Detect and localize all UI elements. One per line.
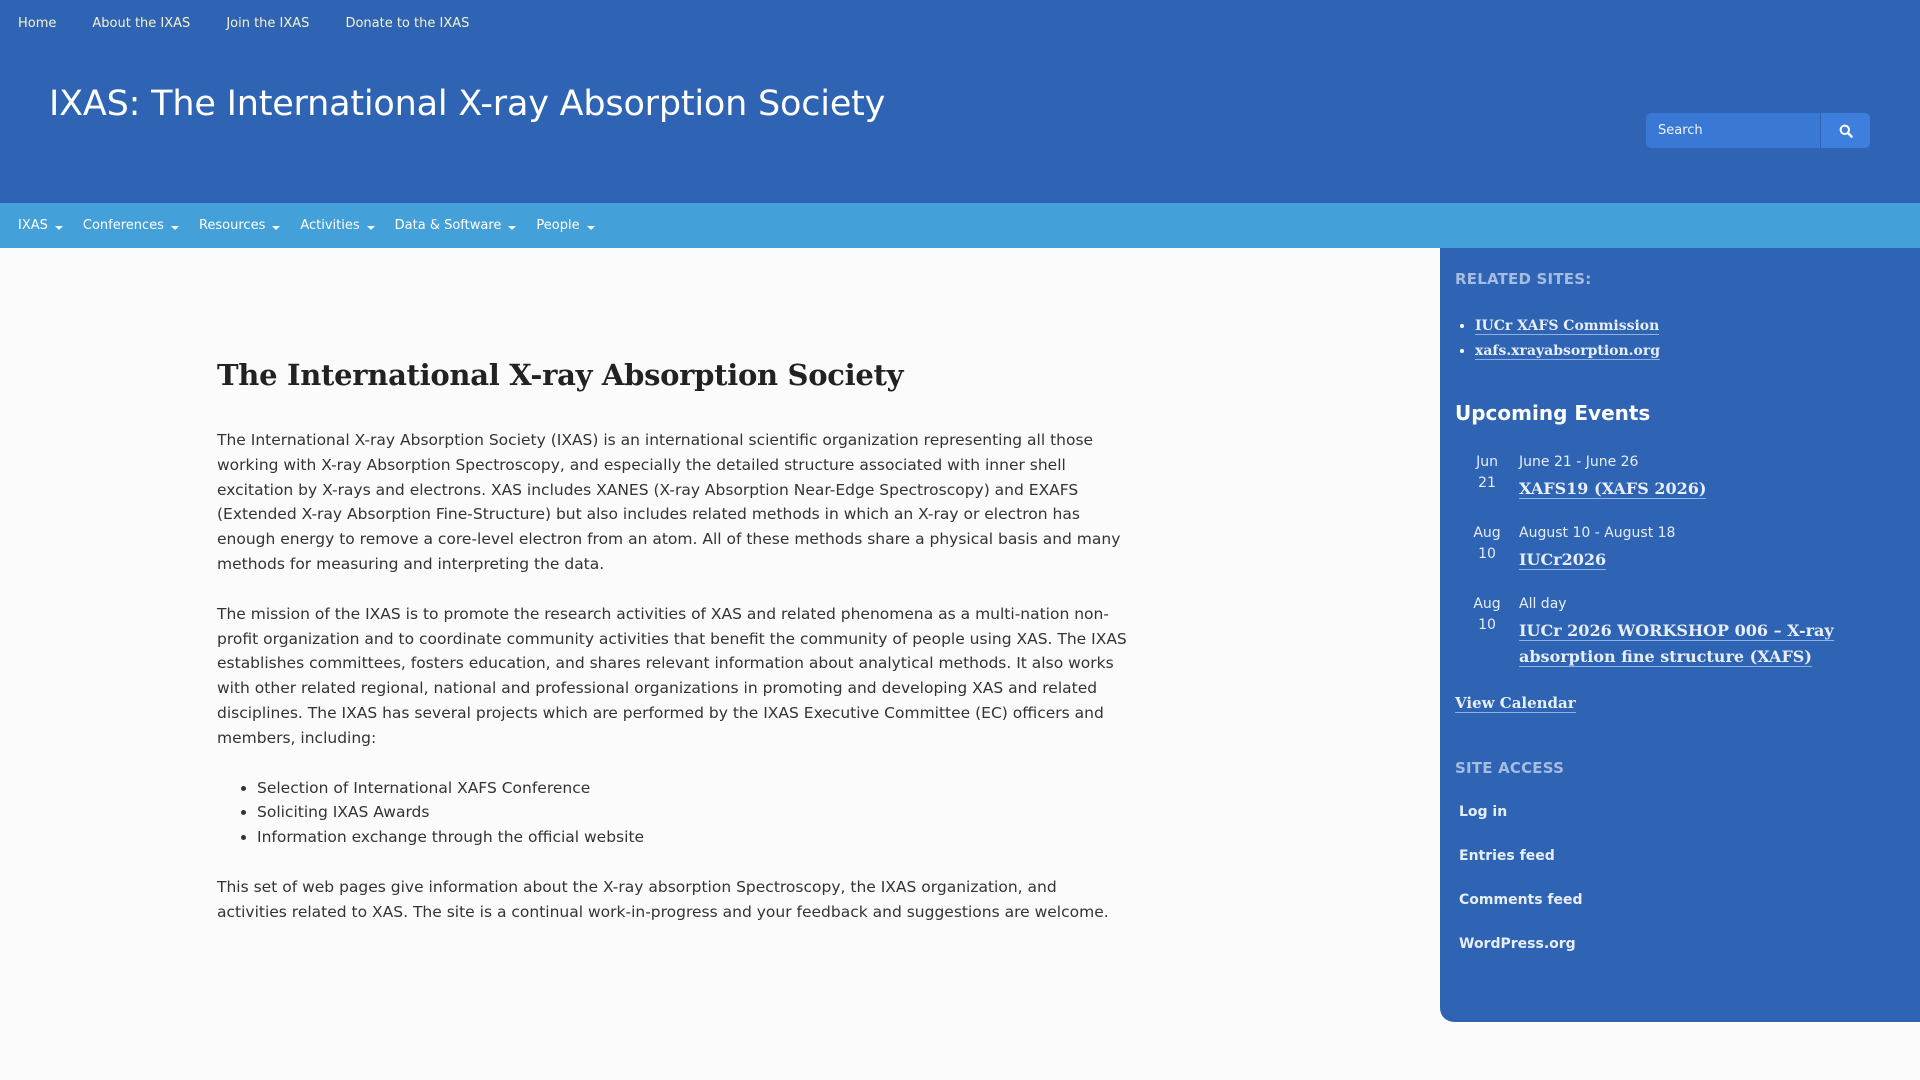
list-item	[1459, 889, 1583, 933]
event-body	[1519, 452, 1879, 502]
event-date	[1455, 452, 1519, 494]
event-time: June 21 - June 26	[1519, 454, 1639, 470]
caret-down-icon	[508, 226, 516, 230]
nav-item-label: Resources	[198, 218, 266, 233]
event-day: 10	[1478, 546, 1496, 562]
nav-item-label: IXAS	[18, 218, 48, 233]
caret-down-icon	[272, 226, 280, 230]
search-button[interactable]	[1820, 113, 1870, 148]
site-access-list	[1459, 801, 1583, 977]
related-link-iucr-xafs[interactable]: IUCr XAFS Commission	[1475, 318, 1660, 334]
list-item	[1475, 314, 1660, 339]
nav-item-label: Conferences	[82, 218, 164, 233]
page-title: The International X-ray Absorption Society	[217, 358, 904, 392]
event-body	[1519, 594, 1879, 670]
list-item	[1459, 845, 1583, 889]
event-title-link[interactable]: IUCr 2026 WORKSHOP 006 – X-ray absorption fine structure (XAFS)	[1519, 621, 1834, 666]
event-day: 21	[1478, 475, 1496, 491]
event-date	[1455, 594, 1519, 636]
top-nav-join[interactable]: Join the IXAS	[226, 15, 310, 31]
site-title[interactable]: IXAS: The International X-ray Absorption Society	[49, 84, 886, 124]
related-sites-list	[1455, 314, 1660, 364]
main-content	[217, 358, 1127, 950]
top-nav-donate[interactable]: Donate to the IXAS	[345, 15, 470, 31]
event-title-link[interactable]: IUCr2026	[1519, 550, 1607, 569]
nav-item-activities[interactable]	[300, 218, 374, 233]
list-item: • Information exchange through the official website	[257, 825, 1127, 850]
list-item: • Selection of International XAFS Conference	[257, 776, 1127, 801]
list-item	[1475, 339, 1660, 364]
nav-item-ixas[interactable]	[18, 218, 63, 233]
nav-item-data-software[interactable]	[395, 218, 517, 233]
caret-down-icon	[367, 226, 375, 230]
top-nav-home[interactable]: Home	[18, 15, 57, 31]
event-day: 10	[1478, 617, 1496, 633]
comments-feed-link[interactable]: Comments feed	[1459, 892, 1583, 908]
nav-item-label: Activities	[300, 218, 360, 233]
search-form	[1646, 113, 1870, 148]
list-item	[1459, 933, 1583, 977]
related-sites-heading: RELATED SITES:	[1455, 270, 1592, 288]
main-nav	[0, 203, 1920, 248]
list-item: • Soliciting IXAS Awards	[257, 800, 1127, 825]
closing-paragraph: This set of web pages give information about the X-ray absorption Spectroscopy, the IXAS organization, and activities related to XAS. The site is a continual work-in-progress and your feedback and suggestions are welcome.	[217, 877, 1109, 921]
nav-item-conferences[interactable]	[83, 218, 179, 233]
entries-feed-link[interactable]: Entries feed	[1459, 848, 1555, 864]
top-nav	[0, 0, 505, 46]
list-item	[1459, 801, 1583, 845]
event-month: Aug	[1473, 596, 1501, 612]
caret-down-icon	[171, 226, 179, 230]
nav-item-label: People	[536, 218, 580, 233]
search-icon	[1839, 124, 1853, 138]
sidebar	[1440, 248, 1920, 1022]
related-link-xafs-org[interactable]: xafs.xrayabsorption.org	[1475, 343, 1661, 359]
mission-paragraph: The mission of the IXAS is to promote the research activities of XAS and related phenomena as a multi-nation non-profit organization and to coordinate community activities that benefit the community of people using XAS. The IXAS establishes committees, fosters education, and shares relevant information about analytical methods. It also works with other related regional, national and professional organizations in promoting and developing XAS and related disciplines. The IXAS has several projects which are performed by the IXAS Executive Committee (EC) officers and members, including:	[217, 604, 1127, 747]
event-body	[1519, 523, 1879, 573]
event-date	[1455, 523, 1519, 565]
top-nav-about[interactable]: About the IXAS	[92, 15, 191, 31]
projects-list	[217, 776, 1127, 850]
wordpress-link[interactable]: WordPress.org	[1459, 936, 1576, 952]
view-calendar-link[interactable]: View Calendar	[1455, 694, 1576, 712]
event-month: Aug	[1473, 525, 1501, 541]
nav-item-label: Data & Software	[394, 218, 502, 233]
login-link[interactable]: Log in	[1459, 804, 1508, 820]
caret-down-icon	[55, 226, 63, 230]
event-time: All day	[1519, 596, 1567, 612]
event-time: August 10 - August 18	[1519, 525, 1676, 541]
nav-item-people[interactable]	[536, 218, 594, 233]
search-input[interactable]	[1646, 113, 1820, 148]
caret-down-icon	[587, 226, 595, 230]
site-access-heading: SITE ACCESS	[1455, 759, 1565, 777]
intro-paragraph: The International X-ray Absorption Society (IXAS) is an international scientific organization representing all those working with X-ray Absorption Spectroscopy, and especially the detailed structure associated with inner shell excitation by X-rays and electrons. XAS includes XANES (X-ray Absorption Near-Edge Spectroscopy) and EXAFS (Extended X-ray Absorption Fine-Structure) but also includes related methods in which an X-ray or electron has enough energy to remove a core-level electron from an atom. All of these methods share a physical basis and many methods for measuring and interpreting the data.	[217, 431, 1121, 573]
event-month: Jun	[1476, 454, 1498, 470]
site-header	[0, 0, 1920, 203]
event-title-link[interactable]: XAFS19 (XAFS 2026)	[1519, 479, 1707, 498]
nav-item-resources[interactable]	[199, 218, 280, 233]
upcoming-events-heading: Upcoming Events	[1455, 401, 1651, 425]
